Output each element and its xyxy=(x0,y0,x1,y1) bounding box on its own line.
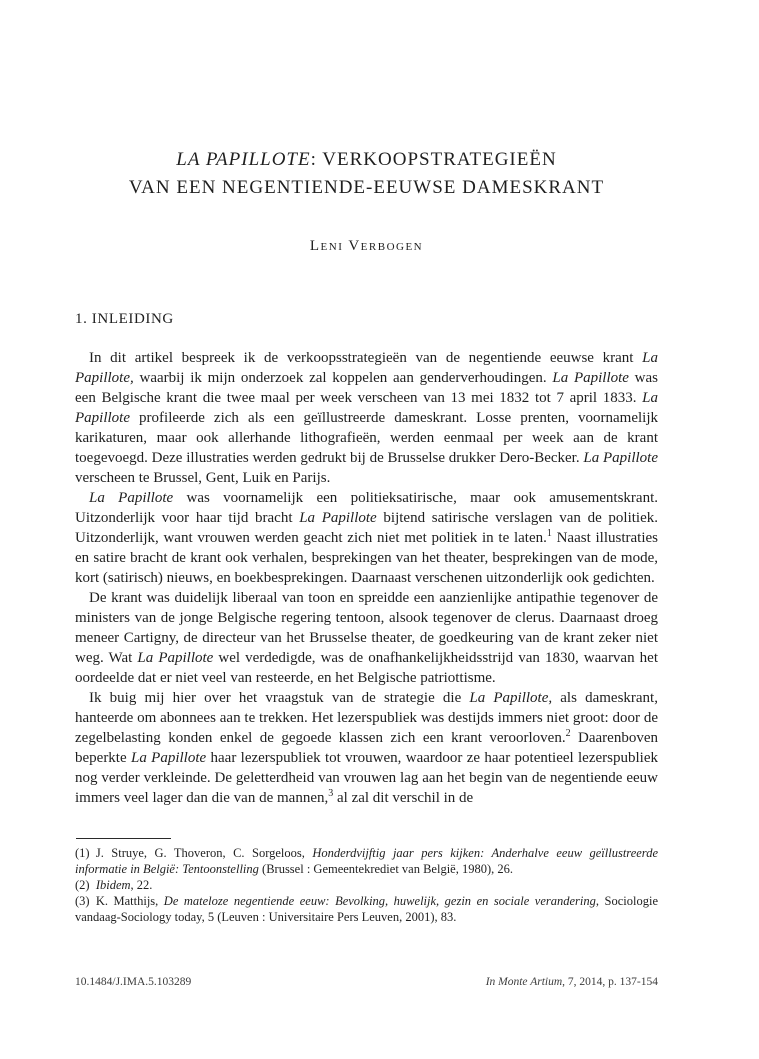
footnote-1: (1) J. Struye, G. Thoveron, C. Sorgeloos, Honderdvijftig jaar pers kijken: Anderhalve eeuw geïllustreerde informatie in België: Tentoonstelling (Brussel : Gemeentekrediet van België, 1980), 26. xyxy=(75,846,658,876)
page-footer xyxy=(75,976,658,988)
title-block xyxy=(75,146,658,202)
paragraph-1: In dit artikel bespreek ik de verkoopsstrategieën van de negentiende eeuwse krant La Papillote, waarbij ik mijn onderzoek zal koppelen aan genderverhoudingen. La Papillote was een Belgische krant die twee maal per week verscheen van 13 mei 1832 tot 7 april 1833. La Papillote profileerde zich als een geïllustreerde dameskrant. Losse prenten, voornamelijk karikaturen, maar ook allerhande lithografieën, werden eenmaal per week aan de krant toegevoegd. Deze illustraties werden gedrukt bij de Brusselse drukker Dero-Becker. La Papillote verscheen te Brussel, Gent, Luik en Parijs. xyxy=(75,350,659,486)
footnote-3: (3) K. Matthijs, De mateloze negentiende eeuw: Bevolking, huwelijk, gezin en sociale verandering, Sociologie vandaag-Sociology today, 5 (Leuven : Universitaire Pers Leuven, 2001), 83. xyxy=(75,894,658,924)
article-title-line2: VAN EEN NEGENTIENDE-EEUWSE DAMESKRANT xyxy=(128,177,605,198)
footnotes xyxy=(75,845,658,925)
paragraph-2: La Papillote was voornamelijk een politieksatirische, maar ook amusementskrant. Uitzonderlijk voor haar tijd bracht La Papillote bijtend satirische verslagen van de politiek. Uitzonderlijk, want vrouwen werden geacht zich niet met politiek in te laten.$^1$ Naast illustraties en satire bracht de krant ook verhalen, besprekingen van het theater, besprekingen van de mode, kort (satirisch) nieuws, en boekbesprekingen. Daarnaast verschenen uitzonderlijk ook gedichten. xyxy=(75,490,659,586)
journal-citation: In Monte Artium, 7, 2014, p. 137-154 xyxy=(485,976,658,988)
paragraph-4: Ik buig mij hier over het vraagstuk van de strategie die La Papillote, als dameskrant, hanteerde om abonnees aan te trekken. Het lezerspubliek was destijds immers niet groot: door de zegelbelasting konden enkel de gegoede klassen zich een krant veroorloven.$^2$ Daarenboven beperkte La Papillote haar lezerspubliek tot vrouwen, waardoor ze haar potentieel lezerspubliek nog verder verkleinde. De geletterdheid van vrouwen lag aan het begin van de negentiende eeuw immers veel lager dan die van de mannen,$^3$ al zal dit verschil in de xyxy=(75,690,658,806)
footnote-2: (2) Ibidem, 22. xyxy=(75,878,153,892)
footnote-separator xyxy=(76,838,171,839)
article-title-line1: LA PAPILLOTE: VERKOOPSTRATEGIEËN xyxy=(176,149,557,170)
author-name: Leni Verbogen xyxy=(309,238,424,254)
footnote-marker: 1 xyxy=(546,528,552,539)
doi: 10.1484/J.IMA.5.103289 xyxy=(75,976,192,988)
article-body xyxy=(75,348,658,808)
paragraph-3: De krant was duidelijk liberaal van toon en spreidde een aanzienlijke antipathie tegenover de ministers van de jonge Belgische regering tentoon, alsook tegenover de clerus. Daarnaast droeg meneer Cartigny, de directeur van het Brusselse theater, de goedkeuring van de krant zeker niet weg. Wat La Papillote wel verdedigde, was de onafhankelijkheidsstrijd van 1830, waarvan het oordeelde dat er niet veel van resteerde, en het Belgische patriottisme. xyxy=(75,590,658,686)
footnote-marker: 2 xyxy=(565,728,571,739)
footnote-marker: 3 xyxy=(328,788,334,799)
article-title xyxy=(75,146,658,202)
section-heading: 1. INLEIDING xyxy=(75,311,174,327)
